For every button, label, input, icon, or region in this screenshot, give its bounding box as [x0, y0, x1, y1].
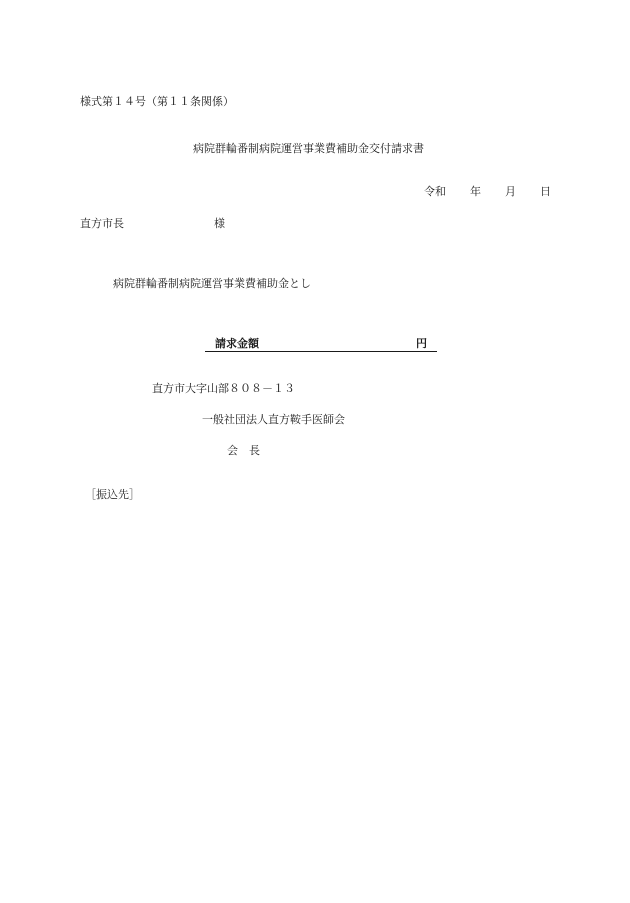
purpose-text: 病院群輪番制病院運営事業費補助金とし	[113, 277, 311, 290]
date-month: 月	[505, 185, 516, 198]
date-line	[424, 185, 551, 199]
applicant-organization: 一般社団法人直方鞍手医師会	[202, 413, 345, 426]
amount-line	[205, 337, 437, 352]
addressee-name: 直方市長	[80, 217, 124, 230]
date-year: 年	[470, 185, 481, 198]
document-title: 病院群輪番制病院運営事業費補助金交付請求書	[193, 142, 424, 155]
applicant-position: 会 長	[227, 444, 260, 457]
amount-unit: 円	[416, 337, 427, 350]
date-day: 日	[540, 185, 551, 198]
form-number: 様式第１４号（第１１条関係）	[80, 95, 234, 108]
date-era: 令和	[424, 185, 446, 198]
transfer-destination-heading: ［振込先］	[85, 488, 140, 501]
addressee-honorific: 様	[214, 217, 225, 230]
addressee	[80, 217, 225, 231]
amount-label: 請求金額	[215, 337, 259, 350]
applicant-address: 直方市大字山部８０８－１３	[152, 382, 295, 395]
